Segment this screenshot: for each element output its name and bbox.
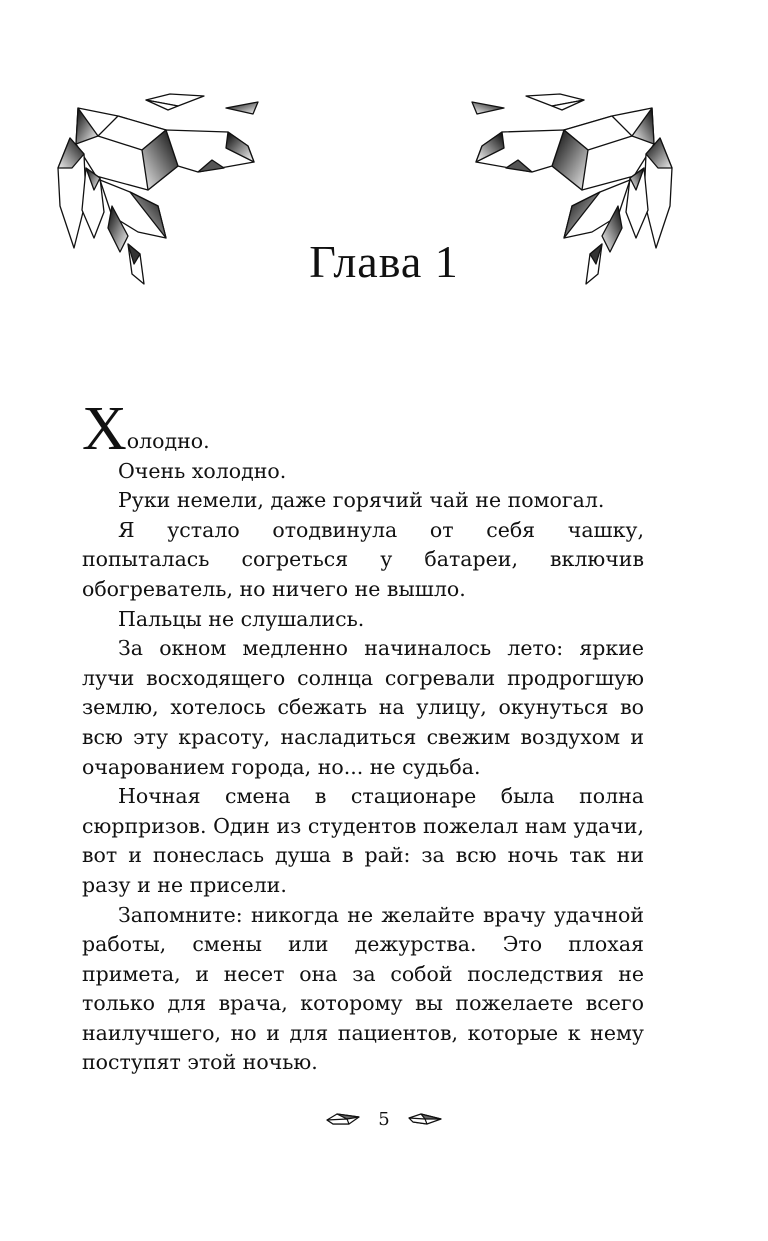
paragraph: Ночная смена в стационаре была полна сюрпризов. Один из студентов пожелал нам удачи, вот и понеслась душа в рай: за всю ночь так ни разу и не присели. xyxy=(82,784,644,897)
page-footer xyxy=(0,1108,768,1130)
drop-cap: Х xyxy=(82,395,127,463)
paragraph: Пальцы не слушались. xyxy=(118,606,365,631)
crystal-icon xyxy=(325,1112,361,1126)
first-paragraph-text: олодно. xyxy=(126,429,210,453)
chapter-title: Глава 1 xyxy=(309,236,459,287)
crystal-icon xyxy=(407,1112,443,1126)
paragraph: Руки немели, даже горячий чай не помогал. xyxy=(118,488,605,513)
paragraph: Я устало отодвинула от себя чашку, попыталась согреться у батареи, включив обогреватель, но ничего не вышло. xyxy=(82,517,644,601)
paragraph: За окном медленно начиналось лето: яркие лучи восходящего солнца согревали продрогшую землю, хотелось сбежать на улицу, окунуться во всю эту красоту, насладиться свежим воздухом и очарованием города, но... не судьба. xyxy=(82,636,644,779)
page-number: 5 xyxy=(378,1108,390,1130)
paragraph: Очень холодно. xyxy=(118,458,287,483)
paragraph: Запомните: никогда не желайте врачу удачной работы, смены или дежурства. Это плохая примета, и несет она за собой последствия не только для врача, которому вы пожелаете всего наилучшего, но и для пациентов, которые к нему поступят этой ночью. xyxy=(82,902,644,1075)
paragraph-first xyxy=(82,395,644,463)
chapter-body xyxy=(82,395,644,1078)
